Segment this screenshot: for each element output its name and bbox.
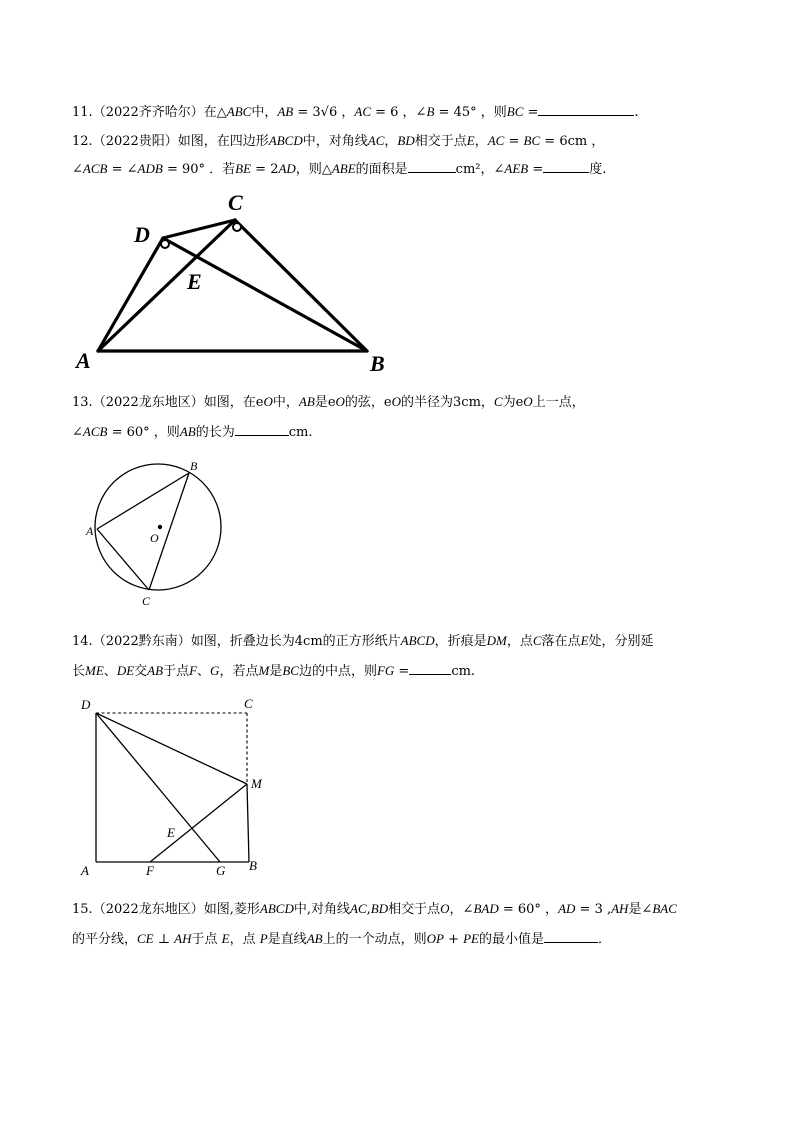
- center-point-o: [158, 525, 162, 529]
- q13-figure: [80, 455, 245, 610]
- segment-db: [163, 238, 367, 351]
- q14-number: 14.: [72, 634, 93, 649]
- answer-blank-q12-angle[interactable]: [543, 158, 589, 173]
- q13-number: 13.: [72, 395, 93, 410]
- segment-dg: [96, 713, 220, 862]
- answer-blank-q13[interactable]: [235, 421, 289, 436]
- question-11: 11.（2022齐齐哈尔）在△ABC中，AB = 3√6 ，AC = 6 ，∠B = 45° ，则BC = .: [72, 101, 639, 123]
- label-e: E: [187, 269, 202, 294]
- label-c: C: [228, 190, 243, 215]
- label-e: E: [167, 825, 175, 840]
- label-a: A: [76, 348, 91, 373]
- right-angle-mark-d: [161, 240, 169, 248]
- label-b: B: [190, 459, 198, 473]
- right-angle-mark-c: [233, 223, 241, 231]
- q11-source: （2022齐齐哈尔）: [92, 105, 204, 120]
- answer-blank-q12-area[interactable]: [408, 158, 456, 173]
- question-14-line-2: 长ME、DE交AB于点F、G，若点M是BC边的中点，则FG = cm.: [72, 660, 475, 682]
- label-b: B: [249, 858, 257, 873]
- segment-cb: [235, 220, 367, 351]
- label-o: O: [150, 531, 159, 545]
- segment-mb: [247, 784, 249, 862]
- label-d: D: [134, 222, 150, 247]
- question-15-line-1: 15.（2022龙东地区）如图,菱形ABCD中,对角线AC,BD相交于点O，∠BAD = 60° ，AD = 3 ,AH是∠BAC: [72, 901, 677, 917]
- question-12-line-2: ∠ACB = ∠ADB = 90° ．若BE = 2AD，则△ABE的面积是 cm²，∠AEB = 度.: [72, 158, 606, 180]
- label-b: B: [370, 351, 385, 376]
- chord-ac: [97, 529, 149, 590]
- answer-blank-q14[interactable]: [409, 660, 451, 675]
- q13-source: （2022龙东地区）: [92, 395, 204, 410]
- q12-figure: [70, 186, 400, 376]
- q12-source: （2022贵阳）: [92, 134, 178, 149]
- answer-blank-q15[interactable]: [544, 928, 598, 943]
- label-d: D: [81, 697, 91, 712]
- q14-source: （2022黔东南）: [92, 634, 191, 649]
- question-13-line-1: 13.（2022龙东地区）如图，在eO中，AB是eO的弦，eO的半径为3cm，C为eO上一点，: [72, 394, 585, 410]
- segment-dm: [96, 713, 247, 784]
- label-f: F: [146, 863, 154, 878]
- label-c: C: [142, 594, 151, 608]
- label-a: A: [86, 524, 94, 538]
- q15-source: （2022龙东地区）: [92, 902, 204, 917]
- question-14-line-1: 14.（2022黔东南）如图，折叠边长为4cm的正方形纸片ABCD，折痕是DM，点C落在点E处，分别延: [72, 633, 654, 649]
- q12-number: 12.: [72, 134, 93, 149]
- label-a: A: [81, 863, 89, 878]
- question-13-line-2: ∠ACB = 60° ，则AB的长为 cm.: [72, 421, 312, 443]
- question-12-line-1: 12.（2022贵阳）如图，在四边形ABCD中，对角线AC，BD相交于点E，AC = BC = 6cm ，: [72, 133, 605, 149]
- q15-number: 15.: [72, 902, 93, 917]
- answer-blank-q11[interactable]: [538, 101, 634, 116]
- q11-number: 11.: [72, 105, 93, 120]
- label-m: M: [251, 776, 262, 791]
- label-c: C: [244, 696, 253, 711]
- question-15-line-2: 的平分线，CE ⊥ AH于点 E，点 P是直线AB上的一个动点，则OP + PE的最小值是 ．: [72, 928, 611, 950]
- chord-ab: [97, 473, 189, 529]
- segment-ad: [98, 238, 163, 351]
- q14-figure: [75, 692, 275, 882]
- label-g: G: [216, 863, 226, 878]
